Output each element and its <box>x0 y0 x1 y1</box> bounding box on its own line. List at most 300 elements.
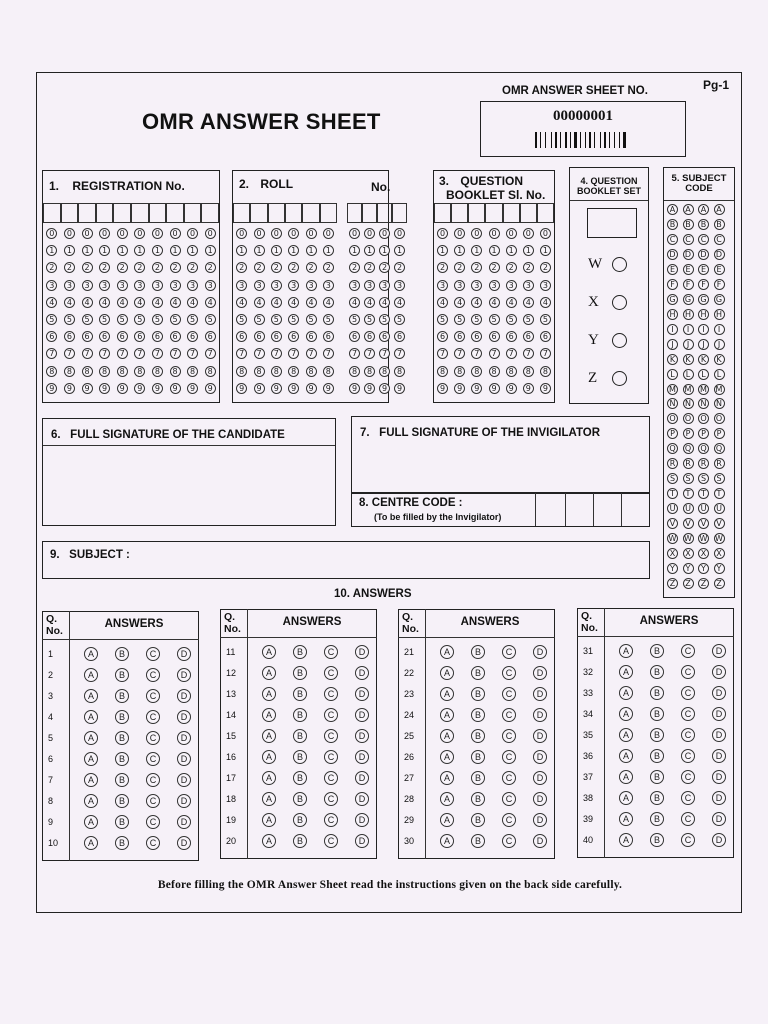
subject-code-bubble[interactable]: B <box>683 219 694 230</box>
subject-code-bubble[interactable]: Q <box>714 443 725 454</box>
answer-bubble-d[interactable]: D <box>533 687 547 701</box>
booklet-set-option[interactable] <box>588 370 627 387</box>
answer-bubble-d[interactable]: D <box>712 644 726 658</box>
answer-bubble-c[interactable]: C <box>681 812 695 826</box>
digit-bubble[interactable]: 7 <box>306 348 317 359</box>
answer-bubble-a[interactable]: A <box>262 813 276 827</box>
subject-code-bubble[interactable]: G <box>667 294 678 305</box>
digit-write-cell[interactable] <box>268 203 285 223</box>
subject-code-bubble[interactable]: C <box>698 234 709 245</box>
digit-bubble[interactable]: 8 <box>523 366 534 377</box>
subject-code-bubble[interactable]: T <box>667 488 678 499</box>
subject-code-bubble[interactable]: W <box>699 534 708 544</box>
subject-code-bubble[interactable]: X <box>667 548 678 559</box>
answer-bubble-a[interactable]: A <box>440 813 454 827</box>
digit-bubble[interactable]: 4 <box>454 297 465 308</box>
digit-bubble[interactable]: 8 <box>187 366 198 377</box>
subject-code-bubble[interactable]: N <box>667 398 678 409</box>
answer-bubble-b[interactable]: B <box>115 836 129 850</box>
subject-code-bubble[interactable]: C <box>667 234 678 245</box>
digit-bubble[interactable]: 8 <box>437 366 448 377</box>
digit-bubble[interactable]: 0 <box>437 228 448 239</box>
digit-bubble[interactable]: 2 <box>99 262 110 273</box>
digit-bubble[interactable]: 8 <box>288 366 299 377</box>
digit-bubble[interactable]: 6 <box>205 331 216 342</box>
answer-bubble-d[interactable]: D <box>533 666 547 680</box>
subject-code-bubble[interactable]: V <box>698 518 709 529</box>
digit-bubble[interactable]: 5 <box>349 314 360 325</box>
digit-bubble[interactable]: 4 <box>205 297 216 308</box>
answer-bubble-b[interactable]: B <box>650 812 664 826</box>
answer-bubble-d[interactable]: D <box>355 687 369 701</box>
subject-code-bubble[interactable]: M <box>683 384 694 395</box>
subject-code-bubble[interactable]: B <box>698 219 709 230</box>
subject-code-bubble[interactable]: Q <box>698 443 709 454</box>
digit-bubble[interactable]: 3 <box>506 280 517 291</box>
digit-bubble[interactable]: 1 <box>489 245 500 256</box>
subject-code-bubble[interactable]: J <box>667 339 678 350</box>
subject-code-bubble[interactable]: A <box>714 204 725 215</box>
digit-bubble[interactable]: 8 <box>117 366 128 377</box>
subject-code-bubble[interactable]: D <box>698 249 709 260</box>
booklet-set-option[interactable] <box>588 332 627 349</box>
digit-bubble[interactable]: 4 <box>187 297 198 308</box>
digit-bubble[interactable]: 9 <box>187 383 198 394</box>
digit-bubble[interactable]: 9 <box>323 383 334 394</box>
answer-bubble-a[interactable]: A <box>619 665 633 679</box>
digit-bubble[interactable]: 4 <box>46 297 57 308</box>
digit-bubble[interactable]: 6 <box>288 331 299 342</box>
digit-bubble[interactable]: 2 <box>46 262 57 273</box>
subject-code-bubble[interactable]: F <box>714 279 725 290</box>
answer-bubble-c[interactable]: C <box>681 644 695 658</box>
digit-bubble[interactable]: 5 <box>454 314 465 325</box>
digit-bubble[interactable]: 9 <box>271 383 282 394</box>
digit-bubble[interactable]: 9 <box>471 383 482 394</box>
digit-bubble[interactable]: 6 <box>437 331 448 342</box>
answer-bubble-c[interactable]: C <box>324 708 338 722</box>
answer-bubble-a[interactable]: A <box>262 771 276 785</box>
digit-bubble[interactable]: 0 <box>117 228 128 239</box>
answer-bubble-d[interactable]: D <box>355 645 369 659</box>
subject-code-bubble[interactable]: G <box>683 294 694 305</box>
digit-bubble[interactable]: 2 <box>134 262 145 273</box>
answer-bubble-c[interactable]: C <box>681 770 695 784</box>
answer-bubble-d[interactable]: D <box>712 812 726 826</box>
answer-bubble-d[interactable]: D <box>712 833 726 847</box>
subject-code-bubble[interactable]: G <box>714 294 725 305</box>
subject-code-bubble[interactable]: X <box>714 548 725 559</box>
digit-bubble[interactable]: 2 <box>364 262 375 273</box>
digit-bubble[interactable]: 4 <box>437 297 448 308</box>
digit-bubble[interactable]: 7 <box>349 348 360 359</box>
answer-bubble-d[interactable]: D <box>177 710 191 724</box>
subject-code-bubble[interactable]: Y <box>698 563 709 574</box>
answer-bubble-b[interactable]: B <box>650 665 664 679</box>
answer-bubble-a[interactable]: A <box>262 750 276 764</box>
answer-bubble-b[interactable]: B <box>471 645 485 659</box>
digit-bubble[interactable]: 6 <box>306 331 317 342</box>
subject-code-bubble[interactable]: M <box>698 384 709 395</box>
digit-bubble[interactable]: 3 <box>306 280 317 291</box>
answer-bubble-a[interactable]: A <box>440 834 454 848</box>
answer-bubble-a[interactable]: A <box>440 750 454 764</box>
digit-bubble[interactable]: 9 <box>170 383 181 394</box>
digit-bubble[interactable]: 4 <box>152 297 163 308</box>
digit-write-cell[interactable] <box>451 203 468 223</box>
subject-code-bubble[interactable]: V <box>683 518 694 529</box>
answer-bubble-d[interactable]: D <box>712 791 726 805</box>
subject-code-bubble[interactable]: C <box>714 234 725 245</box>
subject-code-grid[interactable] <box>667 204 731 596</box>
digit-bubble[interactable]: 3 <box>394 280 405 291</box>
answer-bubble-c[interactable]: C <box>146 668 160 682</box>
answer-bubble-a[interactable]: A <box>84 647 98 661</box>
subject-code-bubble[interactable]: J <box>698 339 709 350</box>
digit-bubble[interactable]: 3 <box>134 280 145 291</box>
digit-write-cell[interactable] <box>61 203 79 223</box>
digit-bubble[interactable]: 0 <box>187 228 198 239</box>
subject-code-bubble[interactable]: Z <box>667 578 678 589</box>
digit-bubble[interactable]: 3 <box>349 280 360 291</box>
digit-bubble[interactable]: 8 <box>254 366 265 377</box>
registration-grid[interactable] <box>43 203 219 402</box>
answer-bubble-b[interactable]: B <box>115 794 129 808</box>
digit-bubble[interactable]: 1 <box>236 245 247 256</box>
answer-bubble-d[interactable]: D <box>177 647 191 661</box>
digit-bubble[interactable]: 6 <box>394 331 405 342</box>
answer-bubble-c[interactable]: C <box>681 791 695 805</box>
digit-bubble[interactable]: 6 <box>82 331 93 342</box>
answer-bubble-d[interactable]: D <box>712 665 726 679</box>
digit-bubble[interactable]: 7 <box>236 348 247 359</box>
digit-bubble[interactable]: 5 <box>379 314 390 325</box>
digit-bubble[interactable]: 6 <box>117 331 128 342</box>
subject-code-bubble[interactable]: L <box>698 369 709 380</box>
subject-code-bubble[interactable]: V <box>667 518 678 529</box>
digit-bubble[interactable]: 2 <box>170 262 181 273</box>
answer-bubble-c[interactable]: C <box>681 686 695 700</box>
digit-bubble[interactable]: 0 <box>46 228 57 239</box>
answer-bubble-a[interactable]: A <box>619 707 633 721</box>
answer-bubble-b[interactable]: B <box>293 666 307 680</box>
answer-bubble-c[interactable]: C <box>324 645 338 659</box>
digit-bubble[interactable]: 8 <box>271 366 282 377</box>
digit-bubble[interactable]: 6 <box>134 331 145 342</box>
digit-bubble[interactable]: 9 <box>46 383 57 394</box>
centre-code-cell[interactable] <box>565 493 593 526</box>
digit-bubble[interactable]: 3 <box>187 280 198 291</box>
digit-bubble[interactable]: 2 <box>152 262 163 273</box>
subject-code-bubble[interactable]: T <box>698 488 709 499</box>
subject-code-bubble[interactable]: Z <box>714 578 725 589</box>
digit-bubble[interactable]: 0 <box>170 228 181 239</box>
subject-code-bubble[interactable]: Z <box>683 578 694 589</box>
answer-bubble-c[interactable]: C <box>324 666 338 680</box>
booklet-set-bubble[interactable] <box>612 371 627 386</box>
subject-code-bubble[interactable]: T <box>683 488 694 499</box>
subject-code-bubble[interactable]: H <box>683 309 694 320</box>
subject-code-bubble[interactable]: A <box>683 204 694 215</box>
answer-bubble-a[interactable]: A <box>440 708 454 722</box>
digit-bubble[interactable]: 1 <box>471 245 482 256</box>
subject-code-bubble[interactable]: B <box>714 219 725 230</box>
subject-code-bubble[interactable]: R <box>714 458 725 469</box>
digit-bubble[interactable]: 6 <box>323 331 334 342</box>
digit-bubble[interactable]: 6 <box>271 331 282 342</box>
digit-bubble[interactable]: 0 <box>454 228 465 239</box>
digit-bubble[interactable]: 1 <box>46 245 57 256</box>
digit-bubble[interactable]: 3 <box>46 280 57 291</box>
subject-code-bubble[interactable]: Y <box>714 563 725 574</box>
subject-box[interactable] <box>42 541 650 579</box>
digit-bubble[interactable]: 8 <box>454 366 465 377</box>
digit-bubble[interactable]: 9 <box>99 383 110 394</box>
digit-write-cell[interactable] <box>149 203 167 223</box>
digit-bubble[interactable]: 3 <box>540 280 551 291</box>
answer-bubble-a[interactable]: A <box>619 749 633 763</box>
digit-bubble[interactable]: 1 <box>134 245 145 256</box>
answer-bubble-c[interactable]: C <box>146 689 160 703</box>
subject-code-bubble[interactable]: I <box>683 324 694 335</box>
subject-code-bubble[interactable]: K <box>667 354 678 365</box>
digit-bubble[interactable]: 0 <box>523 228 534 239</box>
digit-bubble[interactable]: 3 <box>205 280 216 291</box>
digit-bubble[interactable]: 2 <box>82 262 93 273</box>
subject-code-bubble[interactable]: F <box>683 279 694 290</box>
subject-code-bubble[interactable]: I <box>698 324 709 335</box>
digit-bubble[interactable]: 8 <box>64 366 75 377</box>
digit-bubble[interactable]: 4 <box>134 297 145 308</box>
digit-write-cell[interactable] <box>113 203 131 223</box>
subject-code-bubble[interactable]: A <box>667 204 678 215</box>
answer-bubble-d[interactable]: D <box>355 813 369 827</box>
digit-bubble[interactable]: 2 <box>236 262 247 273</box>
answer-bubble-b[interactable]: B <box>471 750 485 764</box>
digit-bubble[interactable]: 3 <box>236 280 247 291</box>
digit-bubble[interactable]: 6 <box>152 331 163 342</box>
digit-bubble[interactable]: 7 <box>379 348 390 359</box>
digit-bubble[interactable]: 0 <box>152 228 163 239</box>
answer-bubble-d[interactable]: D <box>533 813 547 827</box>
digit-write-cell[interactable] <box>233 203 250 223</box>
digit-bubble[interactable]: 1 <box>523 245 534 256</box>
digit-bubble[interactable]: 2 <box>349 262 360 273</box>
answer-bubble-b[interactable]: B <box>293 645 307 659</box>
booklet-set-option[interactable] <box>588 256 627 273</box>
subject-code-bubble[interactable]: R <box>683 458 694 469</box>
answer-bubble-d[interactable]: D <box>533 729 547 743</box>
answer-bubble-c[interactable]: C <box>502 645 516 659</box>
digit-bubble[interactable]: 2 <box>254 262 265 273</box>
digit-write-cell[interactable] <box>131 203 149 223</box>
digit-bubble[interactable]: 5 <box>46 314 57 325</box>
digit-bubble[interactable]: 6 <box>99 331 110 342</box>
answer-bubble-b[interactable]: B <box>650 833 664 847</box>
digit-write-cell[interactable] <box>503 203 520 223</box>
digit-bubble[interactable]: 4 <box>64 297 75 308</box>
digit-bubble[interactable]: 5 <box>471 314 482 325</box>
digit-bubble[interactable]: 1 <box>379 245 390 256</box>
subject-code-bubble[interactable]: P <box>683 428 694 439</box>
digit-bubble[interactable]: 5 <box>437 314 448 325</box>
subject-code-bubble[interactable]: N <box>683 398 694 409</box>
digit-bubble[interactable]: 6 <box>379 331 390 342</box>
answer-bubble-c[interactable]: C <box>146 710 160 724</box>
subject-code-bubble[interactable]: F <box>667 279 678 290</box>
answer-bubble-b[interactable]: B <box>293 687 307 701</box>
subject-code-bubble[interactable]: P <box>698 428 709 439</box>
answer-bubble-d[interactable]: D <box>712 770 726 784</box>
answer-bubble-c[interactable]: C <box>146 752 160 766</box>
digit-bubble[interactable]: 9 <box>134 383 145 394</box>
answer-bubble-b[interactable]: B <box>650 686 664 700</box>
digit-bubble[interactable]: 4 <box>323 297 334 308</box>
subject-code-bubble[interactable]: A <box>698 204 709 215</box>
digit-bubble[interactable]: 0 <box>236 228 247 239</box>
subject-code-bubble[interactable]: C <box>683 234 694 245</box>
answer-bubble-b[interactable]: B <box>115 752 129 766</box>
digit-bubble[interactable]: 7 <box>454 348 465 359</box>
answer-bubble-d[interactable]: D <box>355 729 369 743</box>
subject-code-bubble[interactable]: M <box>667 384 678 395</box>
digit-bubble[interactable]: 5 <box>254 314 265 325</box>
subject-code-bubble[interactable]: L <box>667 369 678 380</box>
answer-bubble-b[interactable]: B <box>471 666 485 680</box>
answer-bubble-b[interactable]: B <box>650 791 664 805</box>
digit-bubble[interactable]: 4 <box>99 297 110 308</box>
subject-code-bubble[interactable]: R <box>698 458 709 469</box>
answer-bubble-b[interactable]: B <box>471 771 485 785</box>
answer-bubble-a[interactable]: A <box>619 812 633 826</box>
digit-bubble[interactable]: 9 <box>82 383 93 394</box>
subject-code-bubble[interactable]: H <box>667 309 678 320</box>
digit-bubble[interactable]: 4 <box>82 297 93 308</box>
subject-code-bubble[interactable]: F <box>698 279 709 290</box>
answer-bubble-b[interactable]: B <box>115 815 129 829</box>
digit-bubble[interactable]: 8 <box>205 366 216 377</box>
digit-bubble[interactable]: 5 <box>117 314 128 325</box>
digit-bubble[interactable]: 7 <box>394 348 405 359</box>
booklet-set-write-box[interactable] <box>587 208 637 238</box>
digit-bubble[interactable]: 8 <box>152 366 163 377</box>
digit-bubble[interactable]: 3 <box>523 280 534 291</box>
subject-code-bubble[interactable]: Q <box>683 443 694 454</box>
digit-bubble[interactable]: 3 <box>454 280 465 291</box>
digit-bubble[interactable]: 3 <box>271 280 282 291</box>
digit-bubble[interactable]: 6 <box>454 331 465 342</box>
answer-bubble-b[interactable]: B <box>471 729 485 743</box>
digit-write-cell[interactable] <box>302 203 319 223</box>
digit-bubble[interactable]: 9 <box>306 383 317 394</box>
answer-bubble-c[interactable]: C <box>324 687 338 701</box>
digit-bubble[interactable]: 7 <box>152 348 163 359</box>
digit-bubble[interactable]: 3 <box>437 280 448 291</box>
digit-bubble[interactable]: 7 <box>271 348 282 359</box>
digit-write-cell[interactable] <box>285 203 302 223</box>
answer-bubble-d[interactable]: D <box>712 749 726 763</box>
digit-bubble[interactable]: 9 <box>236 383 247 394</box>
answer-bubble-b[interactable]: B <box>115 689 129 703</box>
digit-bubble[interactable]: 4 <box>523 297 534 308</box>
digit-bubble[interactable]: 4 <box>306 297 317 308</box>
answer-bubble-a[interactable]: A <box>84 836 98 850</box>
digit-bubble[interactable]: 6 <box>349 331 360 342</box>
digit-bubble[interactable]: 0 <box>471 228 482 239</box>
digit-bubble[interactable]: 6 <box>46 331 57 342</box>
digit-bubble[interactable]: 4 <box>489 297 500 308</box>
answer-bubble-c[interactable]: C <box>681 833 695 847</box>
answer-bubble-d[interactable]: D <box>533 771 547 785</box>
digit-bubble[interactable]: 3 <box>288 280 299 291</box>
subject-code-bubble[interactable]: I <box>714 324 725 335</box>
digit-bubble[interactable]: 1 <box>187 245 198 256</box>
digit-write-cell[interactable] <box>78 203 96 223</box>
digit-bubble[interactable]: 2 <box>489 262 500 273</box>
digit-bubble[interactable]: 9 <box>506 383 517 394</box>
digit-bubble[interactable]: 1 <box>364 245 375 256</box>
digit-bubble[interactable]: 7 <box>254 348 265 359</box>
subject-code-bubble[interactable]: R <box>667 458 678 469</box>
digit-bubble[interactable]: 9 <box>152 383 163 394</box>
digit-bubble[interactable]: 3 <box>254 280 265 291</box>
answer-bubble-b[interactable]: B <box>471 813 485 827</box>
digit-bubble[interactable]: 1 <box>506 245 517 256</box>
subject-code-bubble[interactable]: T <box>714 488 725 499</box>
digit-bubble[interactable]: 9 <box>205 383 216 394</box>
answer-bubble-a[interactable]: A <box>440 687 454 701</box>
digit-bubble[interactable]: 0 <box>394 228 405 239</box>
digit-bubble[interactable]: 5 <box>540 314 551 325</box>
subject-code-bubble[interactable]: K <box>683 354 694 365</box>
digit-bubble[interactable]: 2 <box>506 262 517 273</box>
answer-bubble-a[interactable]: A <box>619 791 633 805</box>
digit-bubble[interactable]: 1 <box>349 245 360 256</box>
digit-bubble[interactable]: 1 <box>271 245 282 256</box>
digit-bubble[interactable]: 3 <box>170 280 181 291</box>
digit-bubble[interactable]: 1 <box>306 245 317 256</box>
subject-code-bubble[interactable]: Y <box>667 563 678 574</box>
answer-bubble-c[interactable]: C <box>681 707 695 721</box>
answer-bubble-d[interactable]: D <box>533 792 547 806</box>
digit-bubble[interactable]: 8 <box>306 366 317 377</box>
answer-bubble-a[interactable]: A <box>84 794 98 808</box>
answer-bubble-c[interactable]: C <box>324 729 338 743</box>
digit-bubble[interactable]: 4 <box>271 297 282 308</box>
subject-code-bubble[interactable]: S <box>698 473 709 484</box>
answer-bubble-b[interactable]: B <box>471 708 485 722</box>
subject-code-bubble[interactable]: Z <box>698 578 709 589</box>
digit-bubble[interactable]: 2 <box>64 262 75 273</box>
subject-code-bubble[interactable]: W <box>684 534 692 544</box>
answer-bubble-d[interactable]: D <box>533 750 547 764</box>
answer-bubble-a[interactable]: A <box>262 687 276 701</box>
digit-bubble[interactable]: 3 <box>99 280 110 291</box>
answer-bubble-c[interactable]: C <box>681 749 695 763</box>
subject-code-bubble[interactable]: U <box>667 503 678 514</box>
answer-bubble-d[interactable]: D <box>177 668 191 682</box>
digit-bubble[interactable]: 7 <box>523 348 534 359</box>
digit-write-cell[interactable] <box>43 203 61 223</box>
digit-bubble[interactable]: 7 <box>46 348 57 359</box>
digit-bubble[interactable]: 1 <box>454 245 465 256</box>
answer-bubble-b[interactable]: B <box>293 792 307 806</box>
digit-bubble[interactable]: 9 <box>288 383 299 394</box>
subject-code-bubble[interactable]: Q <box>667 443 678 454</box>
digit-bubble[interactable]: 5 <box>506 314 517 325</box>
answer-bubble-b[interactable]: B <box>650 644 664 658</box>
digit-bubble[interactable]: 7 <box>288 348 299 359</box>
